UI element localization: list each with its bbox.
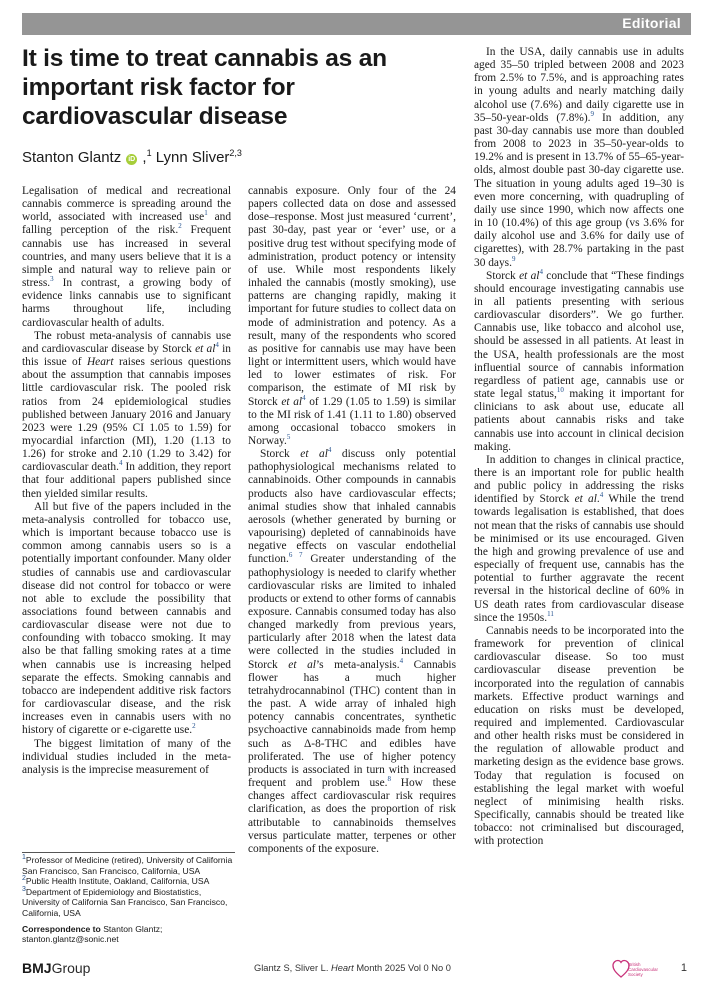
paragraph: Storck et $al^4$ conclude that “These findings should encourage investigating cannabis use in all patients presenting with serious cardiovascular disorders”. We go further. Cannabis use, like tobacco and alcohol use, should be assessed in all patients. At least in the USA, health professionals are the most influential source of cannabis information regardless of patient age, cannabis use or state legal status,$^{10}$ making it important for clinicians to ask about use, educate all patients about cannabis risks and take cannabis use into account in clinical decision making. [474, 267, 684, 453]
affiliation-note: $^1$Professor of Medicine (retired), University of California San Francisco, San Francisco, California, USA [22, 854, 233, 876]
paragraph: All but five of the papers included in the meta-analysis controlled for tobacco use, which is important because tobacco use is common among cannabis users so is a potentially important confounder. Many older studies of cannabis use and cardiovascular disease did not control for tobacco or were not able to exclude the possibility that associations found between cannabis and cardiovascular disease were not due to confounding with tobacco smoking. It may also be that falling smoking rates at a time when cannabis use is increasing helped separate the effects. Smoking cannabis and tobacco are independent additive risk factors for cardiovascular disease, and the risk increases even in cannabis users with no history of cigarette or e-cigarette use.$^2$ [22, 500, 231, 737]
correspondence-note [22, 924, 235, 945]
body-column-3 [474, 46, 684, 849]
author-separator: , [138, 149, 147, 166]
citation-authors: Glantz S, Sliver L. [254, 963, 331, 973]
section-header-bar [22, 13, 691, 35]
bmj-logo-bold: BMJ [22, 960, 52, 976]
bmj-logo-group: Group [51, 960, 91, 976]
paragraph: Cannabis needs to be incorporated into the framework for prevention of clinical cardiovascular disease. So too must cardiovascular disease prevention be incorporated into the regulation of cannabis markets. Effective product warnings and education on risks must be developed, required and implemented. Cardiovascular and other health risks must be considered in the regulation of allowable product and marketing design as the evidence base grows. Today that regulation is focused on establishing the legal market with woeful neglect of minimising health risks. Specifically, cannabis should be treated like tobacco: not criminalised but discouraged, with protection [474, 624, 684, 848]
paragraph: The biggest limitation of many of the individual studies included in the meta-analysis is the imprecise measurement of [22, 737, 231, 776]
citation-line [254, 963, 451, 973]
body-column-1 [22, 185, 231, 777]
paragraph: In addition to changes in clinical practice, there is an important role for public health and public policy in addressing the risks identified by Storck et al.$^4$ While the trend towards legalisation is established, that does not mean that the risks of cannabis use should be minimised or its use encouraged. Given the high and growing prevalence of use and especially of frequent use, cannabis has the potential to further aggravate the recent reversal in the historical decline of 60% in US death rates from cardiovascular disease since the 1950s.$^{11}$ [474, 453, 684, 624]
page-footer [22, 958, 691, 984]
affiliation-footnotes [22, 852, 235, 945]
paragraph: Storck et $al^4$ discuss only potential pathophysiological mechanisms related to cannabinoids. Other compounds in cannabis products also have cardiovascular effects; animal studies show that inhaled cannabis aerosols (whether generated by burning or vapourising) depleted of cannabinoids have negative effects on vascular endothelial function.$^{6 7}$ Greater understanding of the pathophysiology is needed to clarify whether cardiovascular risks are limited to inhaled products or extend to other forms of cannabis exposure. Cannabis consumed today has also changed markedly from previous years, particularly after 2018 when the latest data were collected in the studies included in Storck et al’s meta-analysis.$^4$ Cannabis flower has a much higher tetrahydrocannabinol (THC) content than in the past. A wide array of inhaled high potency cannabis concentrates, synthetic psychoactive cannabinoids made from hemp such as Δ-8-THC and edibles have proliferated. The use of higher potency products is associated in turn with increased frequent and problem use.$^8$ How these changes affect cardiovascular risk requires clarification, as does the proportion of risk attributable to cannabinoids themselves versus particulate matter, terpenes or other components of the exposure. [248, 446, 457, 855]
body-column-2 [248, 185, 456, 856]
author-name[interactable]: Stanton Glantz [22, 149, 122, 166]
correspondence-label: Correspondence to [22, 923, 101, 934]
society-name: British Cardiovascular Society [628, 962, 659, 977]
article-title: It is time to treat cannabis as an important risk factor for cardiovascular disease [22, 45, 387, 130]
section-label: Editorial [622, 15, 681, 31]
paragraph: cannabis exposure. Only four of the 24 papers collected data on dose and assessed dose–response. Most just measured ‘current’, past 30-day, past year or ‘ever’ use, or a positive drug test without specifying mode of administration, product potency or intensity of use. While most respondents likely inhaled the cannabis (mostly smoking), use patterns are changing rapidly, making it important for future studies to collect data on mode of administration and potency. As a result, many of the respondents who scored as positive for cannabis use may have been light or intermittent users, which would have led to lower estimates of risk. For comparison, the estimate of MI risk by Storck et $al^4$ of 1.29 (1.05 to 1.59) is similar to the MI risk of 1.41 (1.11 to 1.80) observed among occasional tobacco smokers in Norway.$^5$ [248, 185, 456, 447]
citation-issue: Month 2025 Vol 0 No 0 [353, 963, 451, 973]
affiliation-note: $^3$Department of Epidemiology and Biostatistics, University of California San Francisco, San Francisco, California, USA [22, 885, 228, 918]
paragraph: In the USA, daily cannabis use in adults aged 35–50 tripled between 2008 and 2023 from 2.5% to 7.5%, and is approaching rates in young adults and nearly matching daily alcohol use (7.6%) and daily cigarette use in 35–50-year-olds (7.8%).$^9$ In addition, any past 30-day cannabis use more than doubled from 2008 to 2023 in 35–50-year-olds to 19.2% and is present in 13.7% of 55–65-year-olds, almost double past 30-day cigarette use. The situation in young adults aged 19–30 is even more concerning, with quadrupling of daily use since 1990, which now affects one in 10 (10.4%) of this age group (vs 3.6% for daily alcohol use and 3.6% for daily use of cigarettes), with 28.7% partaking in the past 30 days.$^9$ [474, 46, 684, 269]
author-line [22, 148, 242, 166]
author-name[interactable]: Lynn Sliver [155, 149, 230, 166]
affiliation-note: $^2$Public Health Institute, Oakland, California, USA [22, 875, 210, 887]
bcs-logo[interactable] [612, 958, 660, 980]
author-affiliation-ref: 2,3 [229, 148, 242, 158]
author-affiliation-ref: 1 [146, 148, 152, 158]
bmj-group-logo[interactable] [22, 960, 90, 976]
paragraph: The robust meta-analysis of cannabis use and cardiovascular disease by Storck et $al^4$ in this issue of Heart raises serious questions about the assumption that cannabis imposes little cardiovascular risk. The pooled risk ratios from 24 epidemiological studies published between January 2016 and January 2023 were 1.29 (95% CI 1.05 to 1.59) for myocardial infarction (MI), 1.20 (1.13 to 1.26) for stroke and 2.10 (1.29 to 3.42) for cardiovascular death.$^4$ In addition, they report that four additional papers published since then yielded similar results. [22, 329, 231, 500]
correspondence-contact[interactable]: Stanton Glantz; stanton.glantz@sonic.net [22, 923, 163, 945]
paragraph: Legalisation of medical and recreational cannabis commerce is spreading around the world, associated with increased use$^1$ and falling perception of the risk.$^2$ Frequent cannabis use has increased in several countries, and many users believe that it is a simple and natural way to relieve pain or stress.$^3$ In contrast, a growing body of evidence links cannabis use to significant harms throughout life, including cardiovascular health of adults. [22, 185, 232, 329]
citation-journal: Heart [331, 963, 354, 973]
page-number: 1 [680, 962, 687, 974]
orcid-icon[interactable]: iD [128, 156, 136, 163]
